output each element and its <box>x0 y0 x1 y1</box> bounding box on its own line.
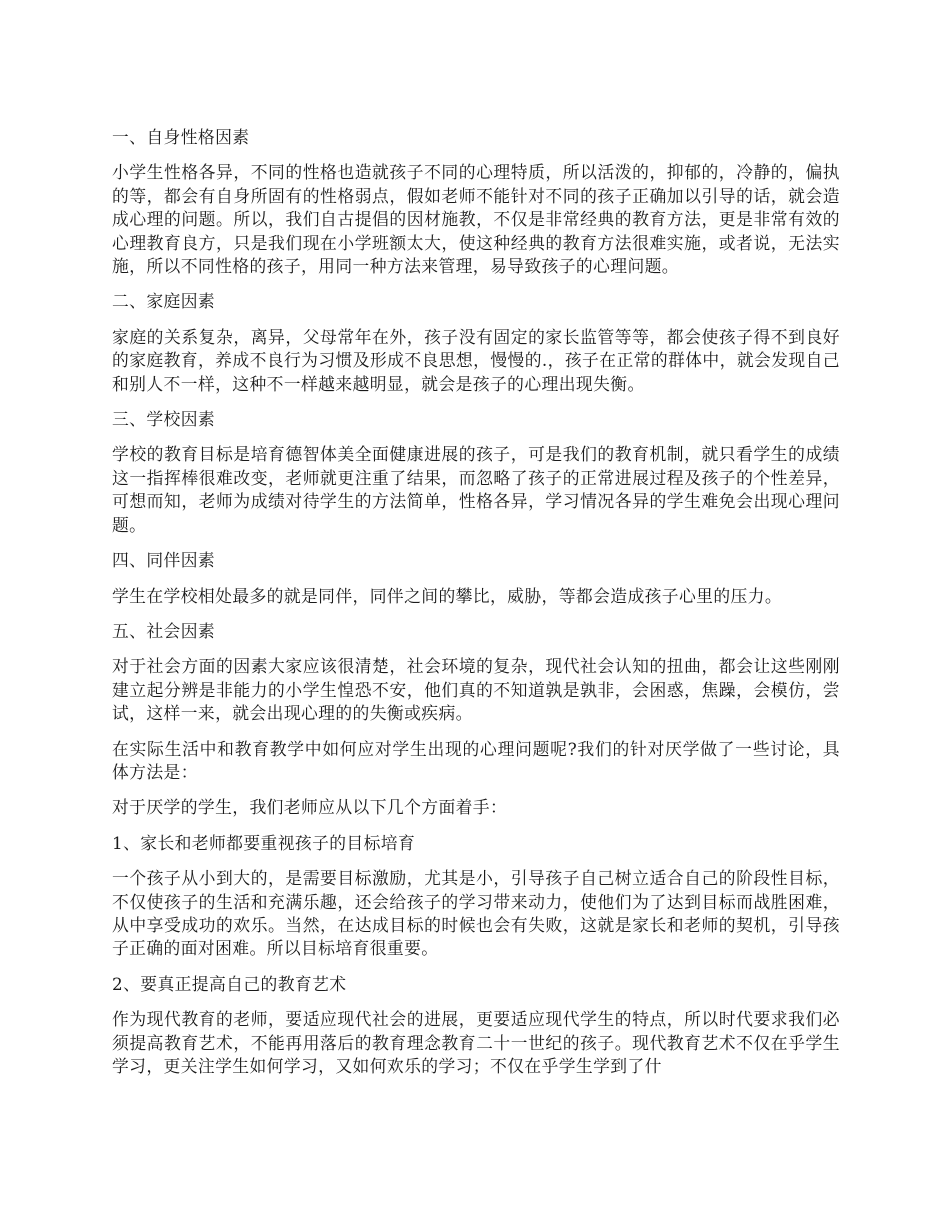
section-heading: 一、自身性格因素 <box>112 127 250 147</box>
section-heading: 2、要真正提高自己的教育艺术 <box>112 973 347 994</box>
body-paragraph: 学校的教育目标是培育德智体美全面健康进展的孩子，可是我们的教育机制，就只看学生的成绩这一指挥棒很难改变，老师就更注重了结果，而忽略了孩子的正常进展过程及孩子的个性差异，可想而知，老师为成绩对待学生的方法简单，性格各异，学习情况各异的学生难免会出现心理问题。 <box>112 444 840 535</box>
body-paragraph: 学生在学校相处最多的就是同伴，同伴之间的攀比，威胁，等都会造成孩子心里的压力。 <box>112 585 783 606</box>
body-paragraph: 在实际生活中和教育教学中如何应对学生出现的心理问题呢?我们的针对厌学做了一些讨论，具体方法是： <box>112 738 840 782</box>
body-paragraph: 家庭的关系复杂，离异，父母常年在外，孩子没有固定的家长监管等等，都会使孩子得不到良好的家庭教育，养成不良行为习惯及形成不良思想，慢慢的.，孩子在正常的群体中，就会发现自己和别人不一样，这种不一样越来越明显，就会是孩子的心理出现失衡。 <box>112 326 840 394</box>
section-heading: 二、家庭因素 <box>112 291 216 312</box>
section-heading: 五、社会因素 <box>112 620 216 641</box>
section-heading: 三、学校因素 <box>112 409 216 430</box>
section-heading: 1、家长和老师都要重视孩子的目标培育 <box>112 832 416 853</box>
body-paragraph: 对于社会方面的因素大家应该很清楚，社会环境的复杂，现代社会认知的扭曲，都会让这些刚刚建立起分辨是非能力的小学生惶恐不安，他们真的不知道孰是孰非，会困惑，焦躁，会模仿，尝试，这样一来，就会出现心理的的失衡或疾病。 <box>112 656 840 724</box>
body-paragraph: 一个孩子从小到大的，是需要目标激励，尤其是小，引导孩子自己树立适合自己的阶段性目标，不仅使孩子的生活和充满乐趣，还会给孩子的学习带来动力，使他们为了达到目标而战胜困难，从中享受成功的欢乐。当然，在达成目标的时候也会有失败，这就是家长和老师的契机，引导孩子正确的面对困难。所以目标培育很重要。 <box>112 868 840 959</box>
document-body <box>112 126 840 1090</box>
section-heading: 四、同伴因素 <box>112 550 216 571</box>
body-paragraph: 小学生性格各异，不同的性格也造就孩子不同的心理特质，所以活泼的，抑郁的，冷静的，偏执的等，都会有自身所固有的性格弱点，假如老师不能针对不同的孩子正确加以引导的话，就会造成心理的问题。所以，我们自古提倡的因材施教，不仅是非常经典的教育方法，更是非常有效的心理教育良方，只是我们现在小学班额太大，使这种经典的教育方法很难实施，或者说，无法实施，所以不同性格的孩子，用同一种方法来管理，易导致孩子的心理问题。 <box>112 162 840 277</box>
body-paragraph: 作为现代教育的老师，要适应现代社会的进展，更要适应现代学生的特点，所以时代要求我们必须提高教育艺术，不能再用落后的教育理念教育二十一世纪的孩子。现代教育艺术不仅在乎学生学习，更关注学生如何学习，又如何欢乐的学习；不仅在乎学生学到了什 <box>112 1009 840 1076</box>
body-paragraph: 对于厌学的学生，我们老师应从以下几个方面着手： <box>112 797 508 818</box>
